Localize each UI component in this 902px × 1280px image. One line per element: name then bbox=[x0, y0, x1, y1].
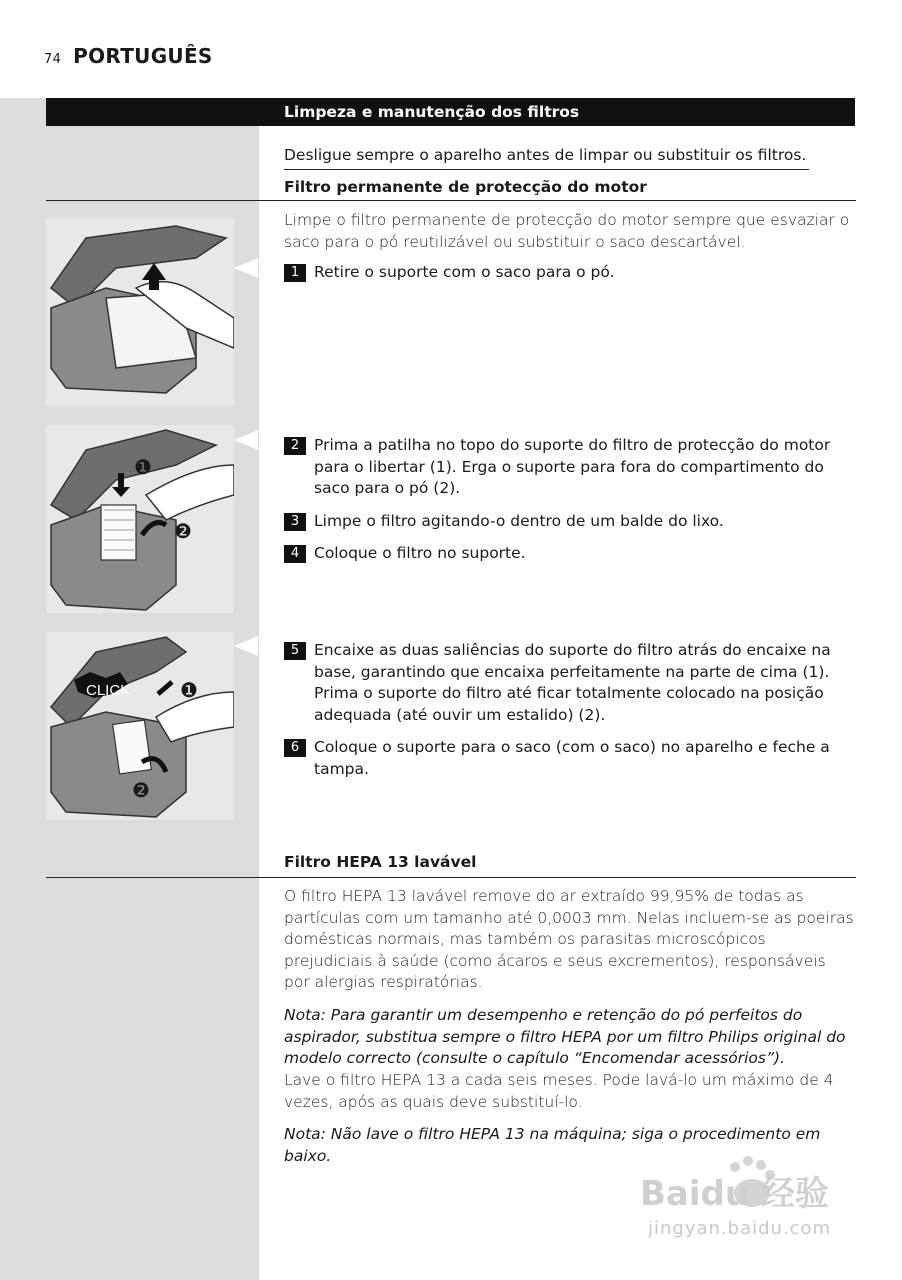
step-1 bbox=[284, 262, 856, 284]
step-text: Limpe o filtro agitando-o dentro de um balde do lixo. bbox=[314, 512, 724, 530]
hepa-heading: Filtro HEPA 13 lavável bbox=[284, 853, 477, 871]
page-number: 74 bbox=[44, 52, 62, 67]
step-text: Coloque o filtro no suporte. bbox=[314, 544, 526, 562]
step-number: 1 bbox=[284, 264, 306, 282]
figure-remove-bag-holder bbox=[46, 218, 234, 406]
motor-filter-intro: Limpe o filtro permanente de protecção do motor sempre que esvaziar o saco para o pó reutilizável ou substituir o saco descartável. bbox=[284, 211, 850, 251]
callout-2: ❷ bbox=[132, 778, 150, 802]
figure2-pointer bbox=[234, 430, 258, 450]
step-number: 5 bbox=[284, 642, 306, 660]
step-4 bbox=[284, 543, 856, 565]
hepa-care-instructions: Lave o filtro HEPA 13 a cada seis meses. Pode lavá-lo um máximo de 4 vezes, após as quais deve substituí-lo. bbox=[284, 1071, 834, 1111]
hepa-note-no-machine-wash: Nota: Não lave o filtro HEPA 13 na máquina; siga o procedimento em baixo. bbox=[284, 1125, 821, 1165]
baidu-watermark-url: jingyan.baidu.com bbox=[648, 1218, 832, 1239]
figure3-pointer bbox=[234, 636, 258, 656]
step-text: Prima a patilha no topo do suporte do filtro de protecção do motor para o libertar (1). Erga o suporte para fora do compartimento do saco para o pó (2). bbox=[314, 436, 831, 497]
click-burst-label: CLICK bbox=[86, 682, 131, 699]
heading-rule bbox=[46, 200, 856, 201]
step-number: 6 bbox=[284, 739, 306, 757]
step-text: Coloque o suporte para o saco (com o saco) no aparelho e feche a tampa. bbox=[314, 738, 830, 778]
step-3 bbox=[284, 511, 856, 533]
step-number: 2 bbox=[284, 437, 306, 455]
step-6 bbox=[284, 737, 856, 780]
callout-2: ❷ bbox=[174, 519, 192, 543]
baidu-logo-text: Baidu 经验 bbox=[640, 1174, 829, 1214]
safety-warning: Desligue sempre o aparelho antes de limpar ou substituir os filtros. bbox=[284, 146, 807, 164]
hepa-note-genuine-filter: Nota: Para garantir um desempenho e retenção do pó perfeitos do aspirador, substitua sempre o filtro HEPA por um filtro Philips original do modelo correcto (consulte o capítulo “Encomendar acessórios”). bbox=[284, 1006, 846, 1067]
figure-release-filter-holder bbox=[46, 425, 234, 613]
section-title: Limpeza e manutenção dos filtros bbox=[284, 103, 580, 121]
figure-reinsert-filter-holder bbox=[46, 632, 234, 820]
language-title: PORTUGUÊS bbox=[73, 44, 213, 68]
step-number: 4 bbox=[284, 545, 306, 563]
step-2 bbox=[284, 435, 856, 500]
step-text: Encaixe as duas saliências do suporte do filtro atrás do encaixe na base, garantindo que encaixa perfeitamente na parte de cima (1). Prima o suporte do filtro até ficar totalmente colocado na posição adequada (até ouvir um estalido) (2). bbox=[314, 641, 831, 724]
section-title-bar bbox=[46, 98, 855, 126]
step-number: 3 bbox=[284, 513, 306, 531]
motor-filter-heading: Filtro permanente de protecção do motor bbox=[284, 178, 647, 196]
hepa-heading-rule bbox=[46, 877, 856, 878]
figure1-pointer bbox=[234, 258, 258, 278]
step-text: Retire o suporte com o saco para o pó. bbox=[314, 263, 615, 281]
step-5 bbox=[284, 640, 856, 726]
callout-1: ❶ bbox=[134, 455, 152, 479]
warning-underline bbox=[284, 169, 809, 170]
hepa-intro: O filtro HEPA 13 lavável remove do ar extraído 99,95% de todas as partículas com um tamanho até 0,0003 mm. Nelas incluem-se as poeiras domésticas normais, mas também os parasitas microscópicos prejudiciais à saúde (como ácaros e seus excrementos), responsáveis por alergias respiratórias. bbox=[284, 887, 854, 991]
page-header bbox=[44, 44, 213, 68]
callout-1: ❶ bbox=[180, 678, 198, 702]
